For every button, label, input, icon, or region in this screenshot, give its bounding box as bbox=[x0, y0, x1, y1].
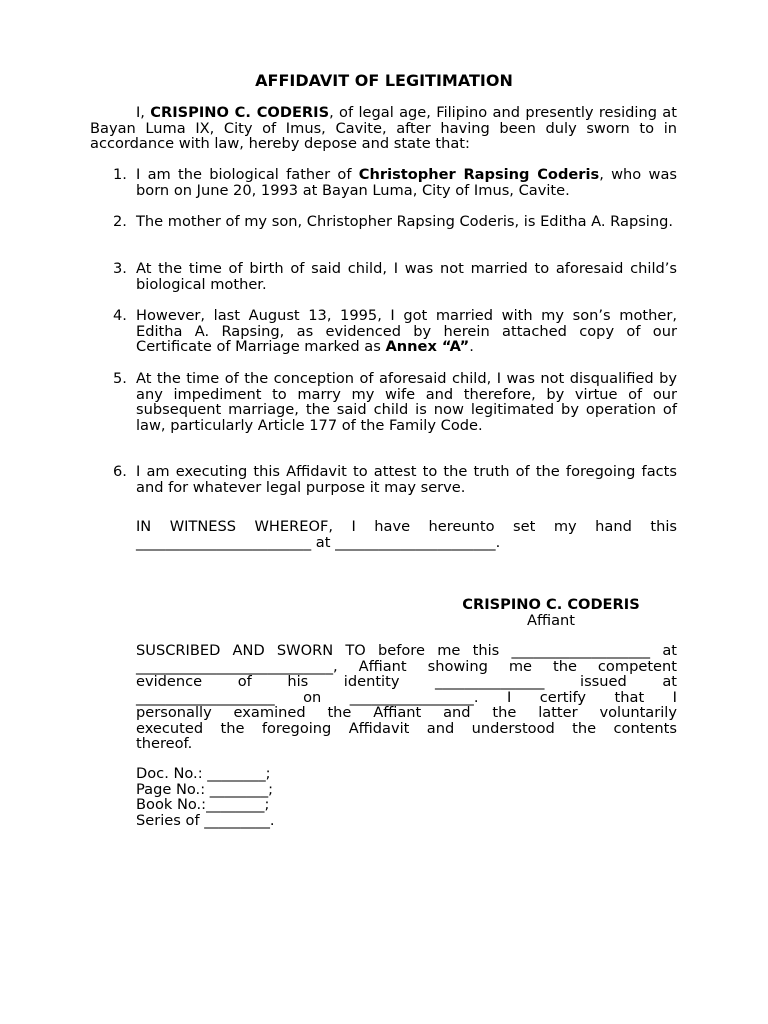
page-number: Page No.: ________; bbox=[136, 780, 274, 798]
witness-line-1: IN WITNESS WHEREOF, I have hereunto set my hand this bbox=[136, 518, 677, 535]
item-number: 4. bbox=[113, 307, 127, 324]
list-item bbox=[113, 464, 677, 495]
jurat-line: ___________________________, Affiant showing me the competent bbox=[136, 657, 677, 675]
notarial-register bbox=[136, 766, 436, 828]
item-text: I am the biological father of bbox=[136, 166, 359, 183]
affiant-signature-block bbox=[437, 597, 665, 628]
list-item bbox=[113, 261, 677, 292]
item-number: 5. bbox=[113, 370, 127, 387]
jurat-line: ___________________ on _________________. I certify that I bbox=[136, 688, 677, 706]
item-text-end: . bbox=[469, 338, 474, 355]
signature-role: Affiant bbox=[526, 611, 575, 629]
intro-paragraph bbox=[90, 105, 677, 152]
doc-number: Doc. No.: ________; bbox=[136, 765, 271, 782]
item-text: At the time of the conception of aforesaid child, I was not disqualified by any impediment to marry my wife and therefore, by virtue of our subsequent marriage, the said child is now legitimated by operation of law, particularly Article 177 of the Family Code. bbox=[136, 370, 677, 434]
item-number: 1. bbox=[113, 166, 127, 183]
witness-clause bbox=[136, 519, 677, 550]
item-text: The mother of my son, Christopher Rapsing Coderis, is Editha A. Rapsing. bbox=[136, 213, 674, 230]
witness-line-2: ________________________ at ______________________. bbox=[136, 533, 501, 551]
jurat-line: executed the foregoing Affidavit and understood the contents bbox=[136, 719, 677, 737]
item-text: I am executing this Affidavit to attest to the truth of the foregoing facts and for whatever legal purpose it may serve. bbox=[136, 463, 677, 496]
annex-label: Annex “A” bbox=[385, 338, 470, 355]
item-text: At the time of birth of said child, I was not married to aforesaid child’s biological mother. bbox=[136, 260, 677, 293]
jurat-paragraph bbox=[136, 643, 677, 752]
book-number: Book No.:________; bbox=[136, 796, 270, 813]
list-item bbox=[113, 308, 677, 355]
item-number: 3. bbox=[113, 260, 127, 277]
jurat-line: personally examined the Affiant and the latter voluntarily bbox=[136, 704, 677, 721]
item-number: 2. bbox=[113, 213, 127, 230]
list-item bbox=[113, 214, 677, 230]
jurat-line: SUSCRIBED AND SWORN TO before me this ___________________ at bbox=[136, 642, 677, 659]
affiant-name: CRISPINO C. CODERIS bbox=[150, 104, 330, 121]
jurat-line: evidence of his identity _______________ issued at bbox=[136, 673, 677, 690]
item-text-end: , who was born on June 20, 1993 at Bayan Luma, City of Imus, Cavite. bbox=[136, 166, 678, 199]
document-title: AFFIDAVIT OF LEGITIMATION bbox=[255, 71, 513, 90]
signature-name: CRISPINO C. CODERIS bbox=[462, 596, 640, 613]
list-item bbox=[113, 371, 677, 433]
series-number: Series of _________. bbox=[136, 811, 275, 829]
item-number: 6. bbox=[113, 463, 127, 480]
list-item bbox=[113, 167, 677, 198]
jurat-line: thereof. bbox=[136, 735, 193, 752]
child-name: Christopher Rapsing Coderis bbox=[358, 166, 600, 183]
intro-prefix: I, bbox=[136, 104, 151, 121]
intro-text: , of legal age, Filipino and presently residing at Bayan Luma IX, City of Imus, Cavite, after having been duly sworn to in accordance with law, hereby depose and state that: bbox=[90, 104, 677, 152]
item-text: However, last August 13, 1995, I got married with my son’s mother, Editha A. Rapsing, as evidenced by herein attached copy of our Certificate of Marriage marked as bbox=[136, 307, 677, 355]
